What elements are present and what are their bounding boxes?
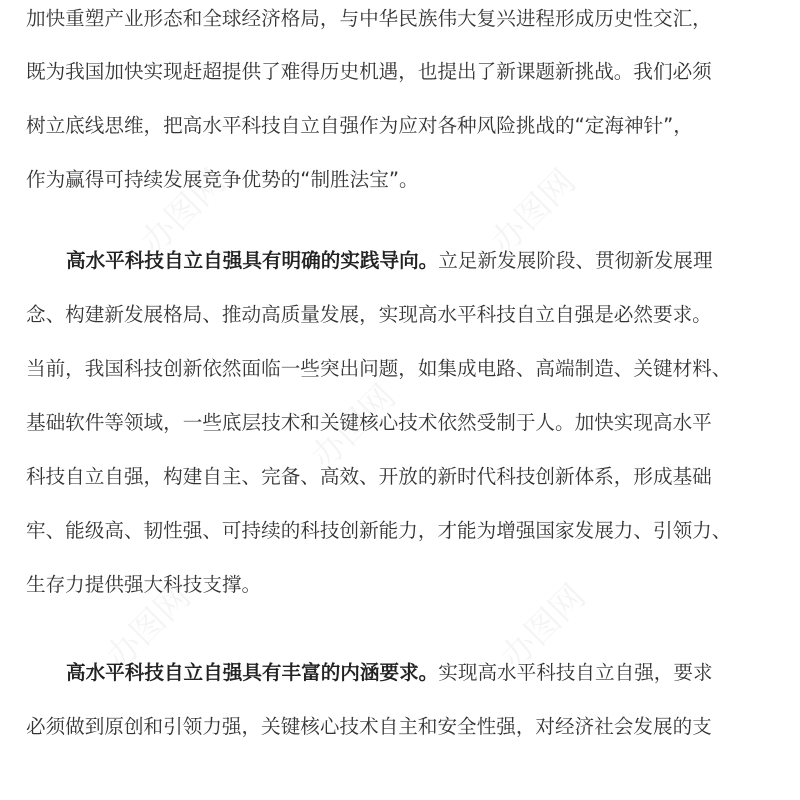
- paragraph1-line: 树立底线思维，把高水平科技自立自强作为应对各种风险挑战的“定海神针”，: [26, 114, 693, 137]
- paragraph1-line: 既为我国加快实现赶超提供了难得历史机遇，也提出了新课题新挑战。我们必须: [26, 60, 712, 83]
- paragraph2-line: 牢、能级高、韧性强、可持续的科技创新能力，才能为增强国家发展力、引领力、: [26, 519, 732, 542]
- paragraph2-first-line: [66, 241, 786, 281]
- paragraph3-line: 必须做到原创和引领力强，关键核心技术自主和安全性强，对经济社会发展的支: [26, 715, 712, 738]
- paragraph1-line: 作为赢得可持续发展竞争优势的“制胜法宝”。: [26, 168, 419, 191]
- paragraph3-first-line: [66, 653, 786, 693]
- paragraph2-line: 生存力提供强大科技支撑。: [26, 573, 262, 596]
- paragraph1-line: 加快重塑产业形态和全球经济格局，与中华民族伟大复兴进程形成历史性交汇，: [26, 7, 712, 30]
- paragraph3-first-line-rest: 实现高水平科技自立自强，要求: [438, 661, 713, 684]
- paragraph2-first-line-rest: 立足新发展阶段、贯彻新发展理: [438, 249, 713, 272]
- paragraph2-line: 当前，我国科技创新依然面临一些突出问题，如集成电路、高端制造、关键材料、: [26, 357, 732, 380]
- paragraph2-lead: 高水平科技自立自强具有明确的实践导向。: [66, 249, 439, 272]
- paragraph3-lead: 高水平科技自立自强具有丰富的内涵要求。: [66, 661, 439, 684]
- paragraph2-line: 科技自立自强，构建自主、完备、高效、开放的新时代科技创新体系，形成基础: [26, 465, 712, 488]
- paragraph2-line: 念、构建新发展格局、推动高质量发展，实现高水平科技自立自强是必然要求。: [26, 303, 712, 326]
- paragraph2-line: 基础软件等领域，一些底层技术和关键核心技术依然受制于人。加快实现高水平: [26, 411, 712, 434]
